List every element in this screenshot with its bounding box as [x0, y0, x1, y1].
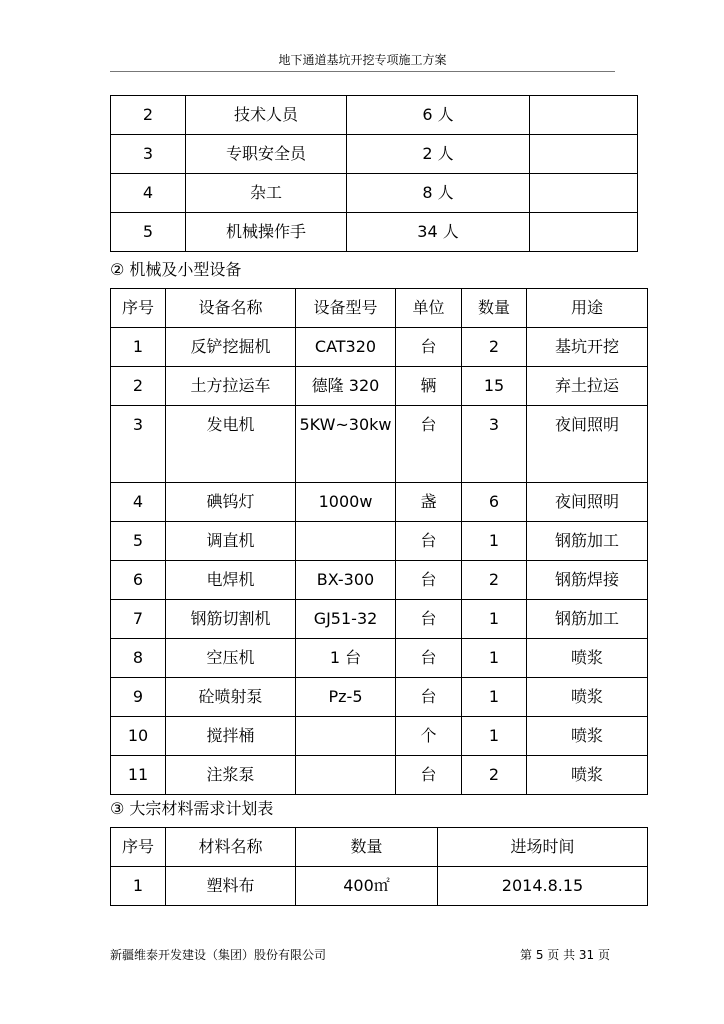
- table-cell-unit: 台: [396, 756, 462, 795]
- table-cell-qty: 2: [462, 328, 527, 367]
- material-header-row: [111, 828, 648, 867]
- table-cell-role: 机械操作手: [186, 213, 347, 252]
- table-cell-no: 7: [111, 600, 166, 639]
- table-cell-use: 弃土拉运: [527, 367, 648, 406]
- table-cell-name: 砼喷射泵: [166, 678, 296, 717]
- column-header: 设备名称: [166, 289, 296, 328]
- material-table: [110, 827, 648, 906]
- table-row: [111, 406, 648, 483]
- table-row: [111, 522, 648, 561]
- table-cell-name: 注浆泵: [166, 756, 296, 795]
- table-cell-unit: 台: [396, 600, 462, 639]
- table-cell-role: 技术人员: [186, 96, 347, 135]
- table-cell-note: [530, 135, 638, 174]
- table-cell-qty: 2: [462, 561, 527, 600]
- table-cell-unit: 台: [396, 561, 462, 600]
- table-cell-no: 8: [111, 639, 166, 678]
- table-cell-note: [530, 96, 638, 135]
- table-row: [111, 96, 638, 135]
- table-row: [111, 135, 638, 174]
- column-header: 用途: [527, 289, 648, 328]
- table-cell-model: 德隆 320: [296, 367, 396, 406]
- page-header: 地下通道基坑开挖专项施工方案: [110, 52, 615, 72]
- table-cell-name: 塑料布: [166, 867, 296, 906]
- table-cell-name: 调直机: [166, 522, 296, 561]
- table-cell-unit: 台: [396, 639, 462, 678]
- table-cell-unit: 辆: [396, 367, 462, 406]
- column-header: 序号: [111, 828, 166, 867]
- table-cell-name: 反铲挖掘机: [166, 328, 296, 367]
- table-cell-unit: 个: [396, 717, 462, 756]
- table-cell-use: 钢筋加工: [527, 600, 648, 639]
- table-cell-no: 10: [111, 717, 166, 756]
- equipment-header-row: [111, 289, 648, 328]
- table-cell-model: Pz-5: [296, 678, 396, 717]
- table-cell-model: GJ51-32: [296, 600, 396, 639]
- table-cell-model: BX-300: [296, 561, 396, 600]
- table-cell-unit: 台: [396, 328, 462, 367]
- staff-table: [110, 95, 638, 252]
- column-header: 材料名称: [166, 828, 296, 867]
- table-cell-no: 1: [111, 328, 166, 367]
- table-cell-use: 喷浆: [527, 639, 648, 678]
- table-cell-no: 4: [111, 174, 186, 213]
- table-cell-use: 喷浆: [527, 717, 648, 756]
- table-cell-use: 钢筋加工: [527, 522, 648, 561]
- table-cell-role: 专职安全员: [186, 135, 347, 174]
- table-cell-qty: 1: [462, 522, 527, 561]
- table-row: [111, 600, 648, 639]
- table-cell-use: 夜间照明: [527, 483, 648, 522]
- footer-company: 新疆维泰开发建设（集团）股份有限公司: [110, 948, 327, 962]
- table-cell-use: 喷浆: [527, 678, 648, 717]
- table-cell-model: 1000w: [296, 483, 396, 522]
- table-cell-count: 2 人: [347, 135, 530, 174]
- table-cell-unit: 盏: [396, 483, 462, 522]
- table-cell-model: [296, 756, 396, 795]
- table-cell-model: [296, 522, 396, 561]
- footer-page-number: 第 5 页 共 31 页: [520, 948, 610, 962]
- staff-table-body: [111, 96, 638, 252]
- table-cell-use: 钢筋焊接: [527, 561, 648, 600]
- equipment-table-body: [111, 328, 648, 795]
- table-cell-no: 5: [111, 522, 166, 561]
- column-header: 单位: [396, 289, 462, 328]
- column-header: 数量: [462, 289, 527, 328]
- table-cell-qty: 1: [462, 678, 527, 717]
- table-cell-qty: 1: [462, 717, 527, 756]
- section-title-materials: ③ 大宗材料需求计划表: [110, 799, 274, 818]
- table-cell-qty: 15: [462, 367, 527, 406]
- table-cell-use: 喷浆: [527, 756, 648, 795]
- column-header: 数量: [296, 828, 438, 867]
- section-title-equipment: ② 机械及小型设备: [110, 260, 242, 279]
- table-cell-model: [296, 717, 396, 756]
- table-cell-qty: 400㎡: [296, 867, 438, 906]
- table-cell-no: 9: [111, 678, 166, 717]
- table-cell-no: 3: [111, 135, 186, 174]
- table-row: [111, 867, 648, 906]
- table-cell-model: 1 台: [296, 639, 396, 678]
- table-cell-unit: 台: [396, 678, 462, 717]
- table-row: [111, 213, 638, 252]
- table-cell-qty: 1: [462, 639, 527, 678]
- table-cell-name: 发电机: [166, 406, 296, 483]
- table-row: [111, 756, 648, 795]
- table-cell-no: 3: [111, 406, 166, 483]
- table-cell-no: 2: [111, 367, 166, 406]
- table-row: [111, 483, 648, 522]
- table-cell-qty: 6: [462, 483, 527, 522]
- table-cell-model: 5KW~30kw: [296, 406, 396, 483]
- table-cell-role: 杂工: [186, 174, 347, 213]
- table-cell-count: 8 人: [347, 174, 530, 213]
- table-cell-use: 夜间照明: [527, 406, 648, 483]
- table-cell-note: [530, 174, 638, 213]
- table-cell-qty: 3: [462, 406, 527, 483]
- table-cell-no: 5: [111, 213, 186, 252]
- column-header: 设备型号: [296, 289, 396, 328]
- table-cell-no: 1: [111, 867, 166, 906]
- table-cell-unit: 台: [396, 522, 462, 561]
- table-cell-model: CAT320: [296, 328, 396, 367]
- table-row: [111, 678, 648, 717]
- table-row: [111, 561, 648, 600]
- table-cell-date: 2014.8.15: [438, 867, 648, 906]
- table-cell-no: 6: [111, 561, 166, 600]
- table-cell-name: 电焊机: [166, 561, 296, 600]
- table-cell-unit: 台: [396, 406, 462, 483]
- table-cell-name: 搅拌桶: [166, 717, 296, 756]
- table-cell-qty: 1: [462, 600, 527, 639]
- table-row: [111, 717, 648, 756]
- table-cell-count: 6 人: [347, 96, 530, 135]
- table-cell-name: 钢筋切割机: [166, 600, 296, 639]
- table-cell-name: 空压机: [166, 639, 296, 678]
- table-cell-name: 土方拉运车: [166, 367, 296, 406]
- table-row: [111, 367, 648, 406]
- column-header: 进场时间: [438, 828, 648, 867]
- equipment-table: [110, 288, 648, 795]
- table-cell-name: 碘钨灯: [166, 483, 296, 522]
- table-row: [111, 328, 648, 367]
- table-cell-use: 基坑开挖: [527, 328, 648, 367]
- table-row: [111, 639, 648, 678]
- table-cell-no: 2: [111, 96, 186, 135]
- table-cell-count: 34 人: [347, 213, 530, 252]
- table-row: [111, 174, 638, 213]
- column-header: 序号: [111, 289, 166, 328]
- table-cell-no: 4: [111, 483, 166, 522]
- material-table-body: [111, 867, 648, 906]
- table-cell-qty: 2: [462, 756, 527, 795]
- table-cell-note: [530, 213, 638, 252]
- table-cell-no: 11: [111, 756, 166, 795]
